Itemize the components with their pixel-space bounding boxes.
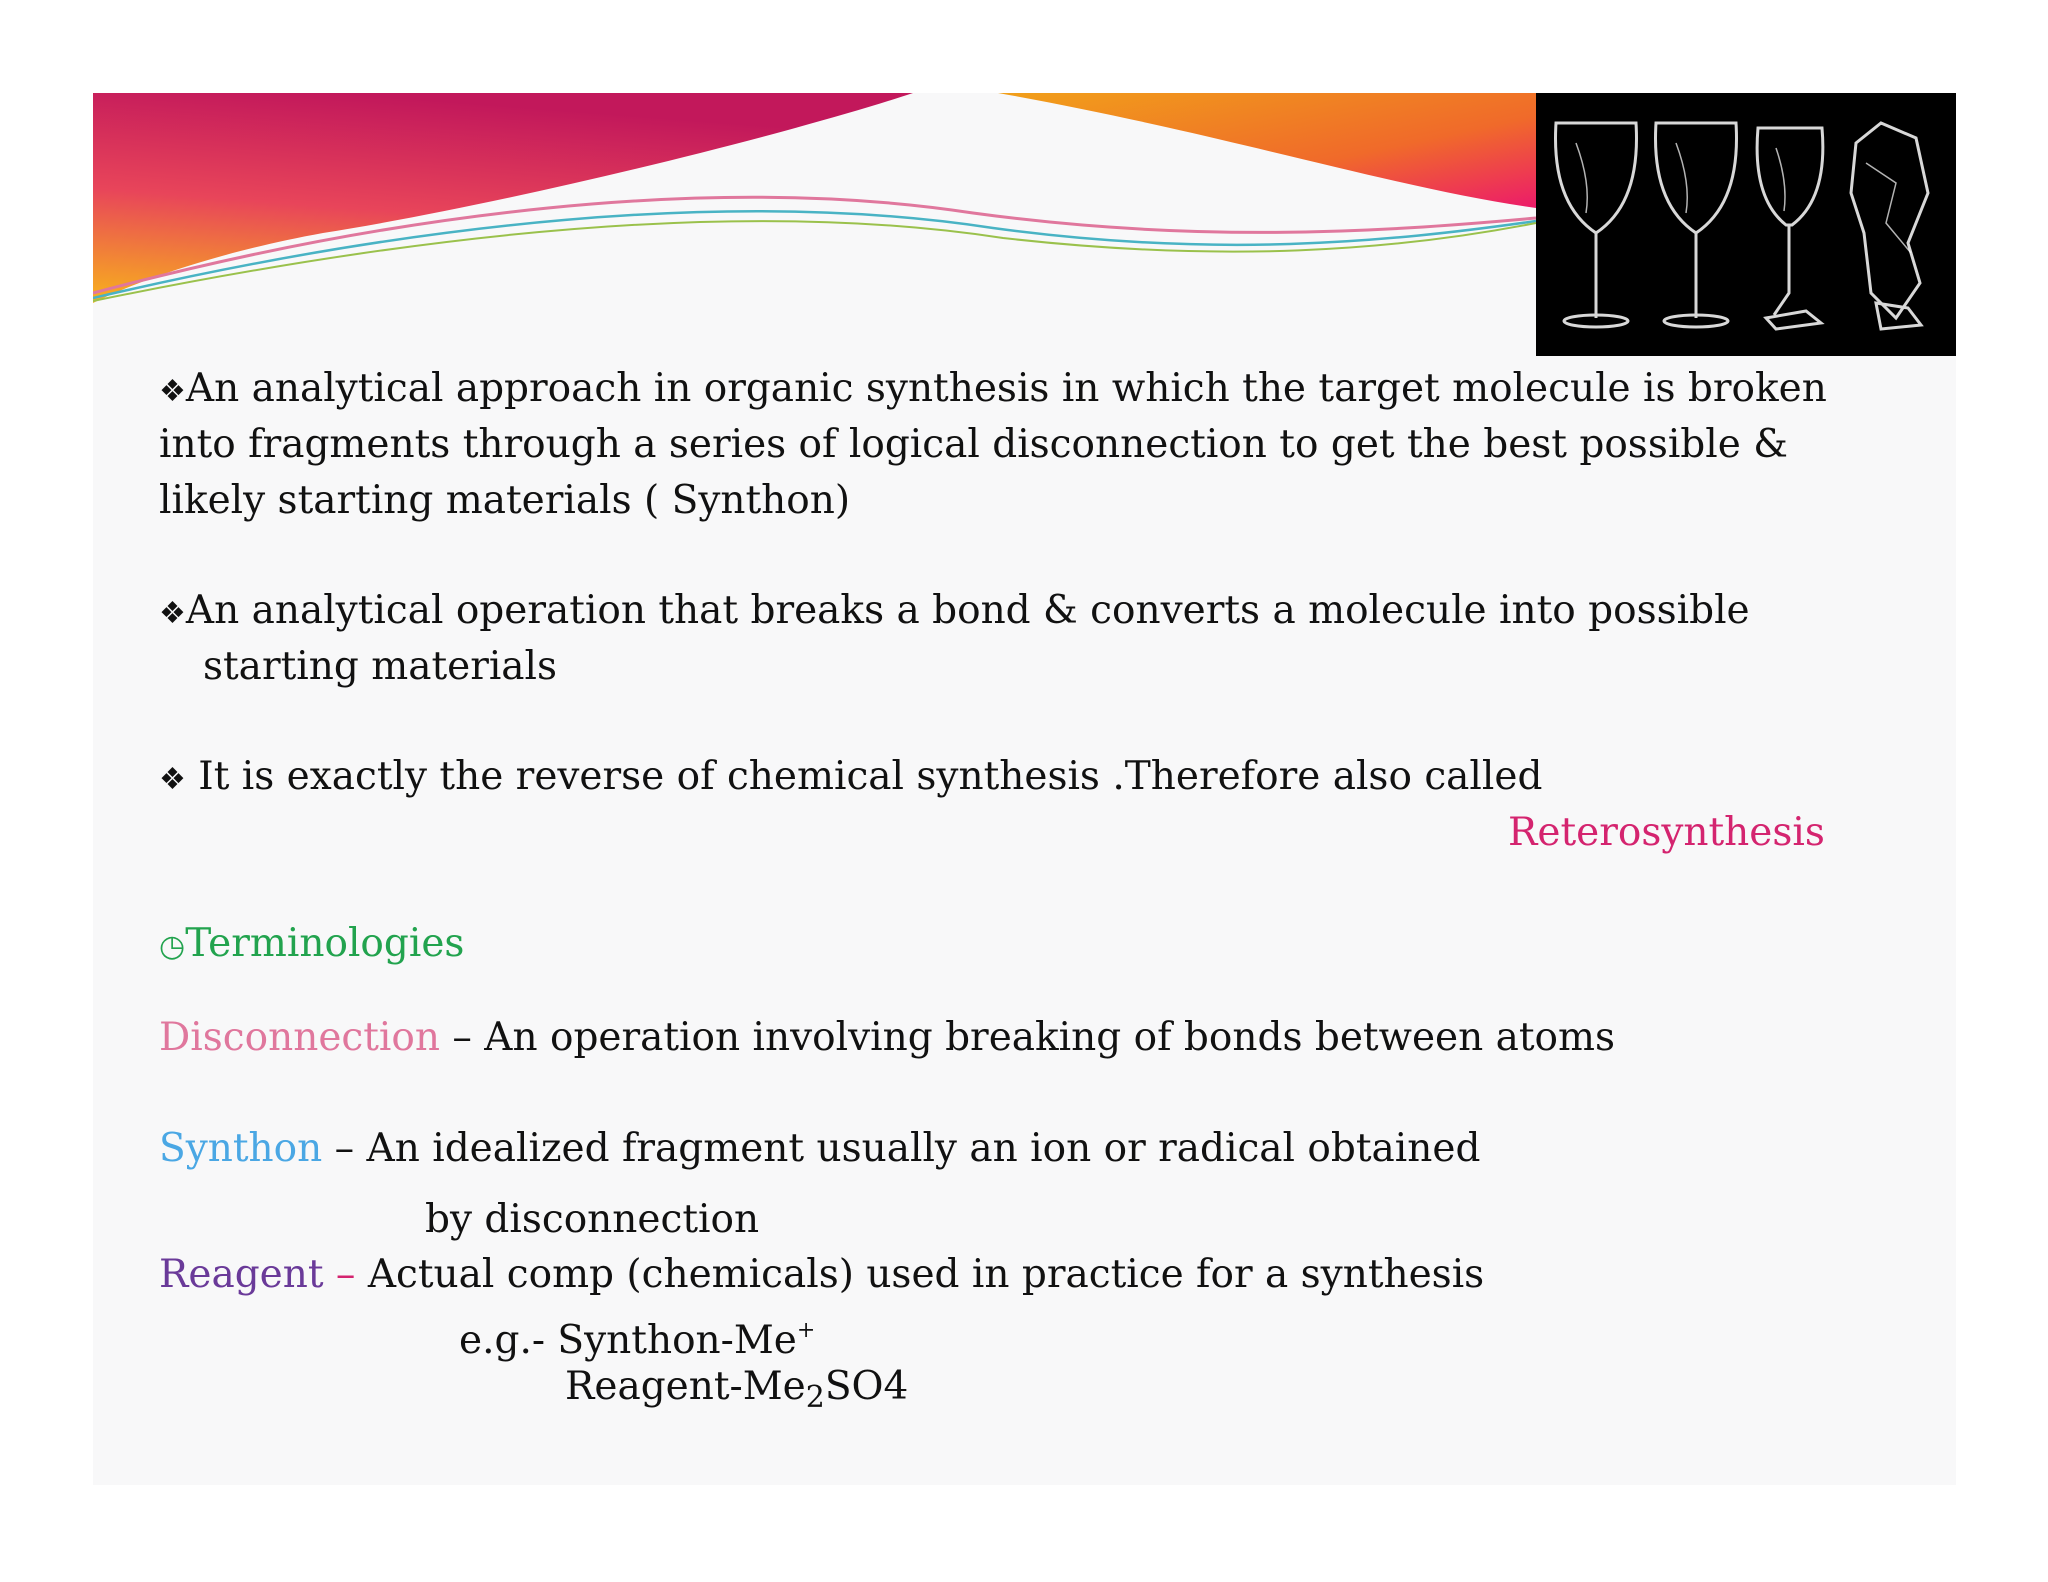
- diamond-bullet-icon: ❖: [159, 762, 186, 797]
- reagent-example: [565, 1359, 908, 1426]
- reagent-term: Reagent: [159, 1252, 324, 1297]
- bullet-1-text-1: An analytical approach in organic synthesis in which the target molecule is broken: [185, 366, 1827, 411]
- reagent-example-subscript: 2: [805, 1380, 825, 1415]
- terminologies-heading-text: Terminologies: [185, 921, 465, 966]
- synthon-example-charge: +: [796, 1318, 816, 1343]
- bullet-3-line-1: [159, 749, 1542, 808]
- disconnection-definition: [159, 1010, 1615, 1066]
- diamond-bullet-icon: ❖: [159, 596, 186, 631]
- diamond-bullet-icon: ❖: [159, 374, 186, 409]
- reagent-example-text: Reagent-Me: [565, 1364, 806, 1409]
- synthon-term: Synthon: [159, 1126, 323, 1171]
- bullet-3-text-1: It is exactly the reverse of chemical synthesis .Therefore also called: [185, 754, 1543, 799]
- bullet-2-line-1: [159, 583, 1750, 642]
- clock-icon: ◷: [159, 929, 186, 964]
- synthon-definition-continued: by disconnection: [425, 1197, 760, 1242]
- bullet-1-line-1: [159, 361, 1827, 420]
- wine-glasses-photo: [1536, 93, 1956, 356]
- bullet-2-text-1: An analytical operation that breaks a bond & converts a molecule into possible: [185, 588, 1750, 633]
- terminologies-heading: [159, 916, 464, 975]
- wine-glasses-illustration: [1536, 93, 1956, 356]
- synthon-text: – An idealized fragment usually an ion or radical obtained: [322, 1126, 1481, 1171]
- reagent-definition: [159, 1247, 1484, 1303]
- synthon-example-text: e.g.- Synthon-Me: [459, 1318, 797, 1363]
- bullet-1-line-2: into fragments through a series of logical disconnection to get the best possible &: [159, 422, 1788, 467]
- disconnection-text: – An operation involving breaking of bonds between atoms: [439, 1015, 1616, 1060]
- disconnection-term: Disconnection: [159, 1015, 440, 1060]
- reagent-dash: –: [323, 1252, 368, 1297]
- bullet-1-line-3: likely starting materials ( Synthon): [159, 478, 851, 523]
- bullet-2-line-2: starting materials: [203, 644, 558, 689]
- synthon-definition: [159, 1121, 1480, 1177]
- slide: [93, 93, 1956, 1485]
- reterosynthesis-emphasis: Reterosynthesis: [1508, 810, 1825, 855]
- reagent-text: Actual comp (chemicals) used in practice for a synthesis: [367, 1252, 1485, 1297]
- reagent-example-suffix: SO4: [824, 1364, 909, 1409]
